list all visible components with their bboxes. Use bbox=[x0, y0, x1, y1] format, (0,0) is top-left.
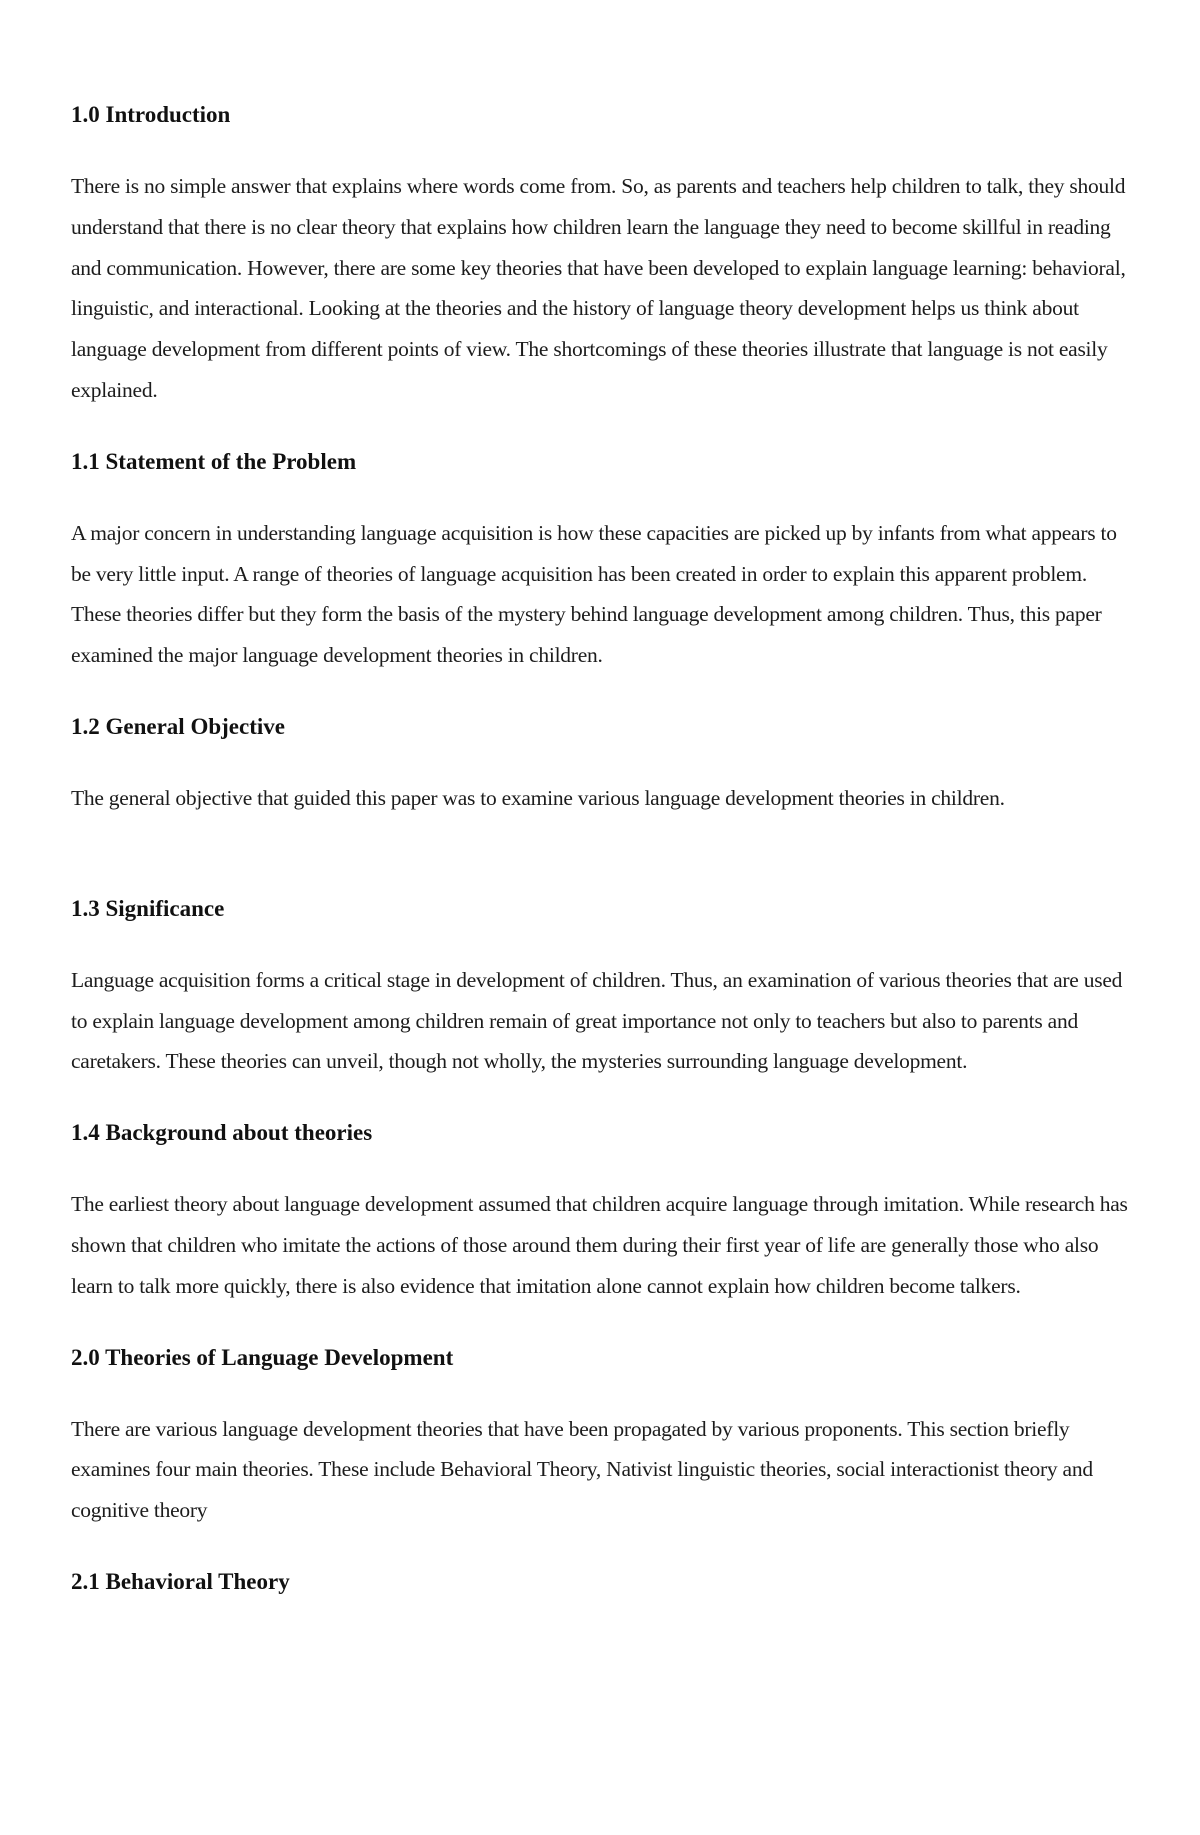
heading-background-theories: 1.4 Background about theories bbox=[71, 1120, 373, 1146]
heading-introduction: 1.0 Introduction bbox=[71, 102, 231, 127]
heading-significance: 1.3 Significance bbox=[71, 895, 225, 921]
heading-general-objective: 1.2 General Objective bbox=[71, 713, 285, 739]
document-content bbox=[71, 95, 1141, 1602]
paragraph-general-objective: The general objective that guided this paper was to examine various language development theories in children. bbox=[71, 785, 1005, 810]
paragraph-background-theories: The earliest theory about language development assumed that children acquire language through imitation. While research has shown that children who imitate the actions of those around them during their first year of life are generally those who also learn to talk more quickly, there is also evidence that imitation alone cannot explain how children become talkers. bbox=[71, 1192, 1128, 1298]
heading-behavioral-theory: 2.1 Behavioral Theory bbox=[71, 1568, 290, 1594]
paragraph-theories-of-language-development: There are various language development theories that have been propagated by various proponents. This section briefly examines four main theories. These include Behavioral Theory, Nativist linguistic theories, social interactionist theory and cognitive theory bbox=[71, 1416, 1093, 1523]
paragraph-introduction: There is no simple answer that explains where words come from. So, as parents and teachers help children to talk, they should understand that there is no clear theory that explains how children learn the language they need to become skillful in reading and communication. However, there are some key theories that have been developed to explain language learning: behavioral, linguistic, and interactional. Looking at the theories and the history of language theory development helps us think about language development from different points of view. The shortcomings of these theories illustrate that language is not easily explained. bbox=[71, 174, 1126, 402]
heading-theories-of-language-development: 2.0 Theories of Language Development bbox=[71, 1344, 454, 1370]
paragraph-statement-of-problem: A major concern in understanding language acquisition is how these capacities are picked up by infants from what appears to be very little input. A range of theories of language acquisition has been created in order to explain this apparent problem. These theories differ but they form the basis of the mystery behind language development among children. Thus, this paper examined the major language development theories in children. bbox=[71, 520, 1117, 668]
paragraph-significance: Language acquisition forms a critical stage in development of children. Thus, an examination of various theories that are used to explain language development among children remain of great importance not only to teachers but also to parents and caretakers. These theories can unveil, though not wholly, the mysteries surrounding language development. bbox=[71, 967, 1123, 1074]
heading-statement-of-problem: 1.1 Statement of the Problem bbox=[71, 448, 357, 474]
